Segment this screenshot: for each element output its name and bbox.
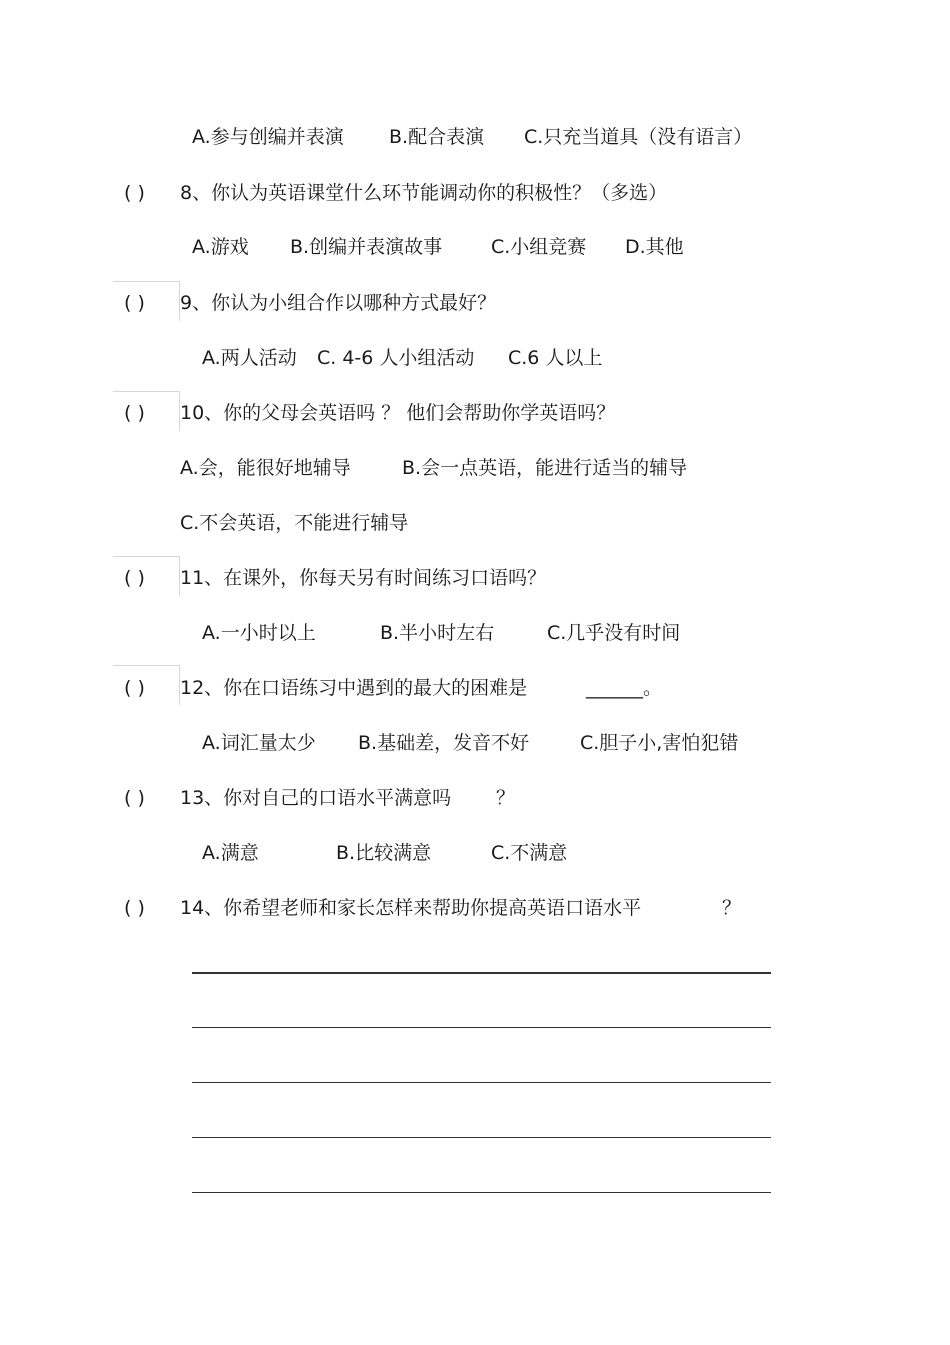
q8-text: 8、你认为英语课堂什么环节能调动你的积极性？（多选）	[180, 182, 668, 204]
q12-answer-paren[interactable]: ( )	[124, 677, 145, 699]
q7-option-a: A.参与创编并表演	[192, 126, 344, 148]
q7-option-c: C.只充当道具（没有语言）	[524, 126, 753, 148]
q11-text: 11、在课外，你每天另有时间练习口语吗？	[180, 567, 547, 589]
q13-text: 13、你对自己的口语水平满意吗	[180, 787, 452, 809]
q10-option-b: B.会一点英语，能进行适当的辅导	[402, 457, 688, 479]
q12-box-top	[113, 665, 179, 666]
q8-option-a: A.游戏	[192, 236, 249, 258]
q8-option-d: D.其他	[625, 236, 684, 258]
q9-box-top	[113, 281, 179, 282]
q12-option-c: C.胆子小,害怕犯错	[580, 732, 739, 754]
answer-line-4[interactable]	[192, 1137, 771, 1138]
q11-option-c: C.几乎没有时间	[547, 622, 681, 644]
answer-line-2[interactable]	[192, 1027, 771, 1028]
q9-option-a: A.两人活动	[202, 347, 297, 369]
q9-text: 9、你认为小组合作以哪种方式最好？	[180, 292, 497, 314]
answer-line-5[interactable]	[192, 1192, 771, 1193]
q12-blank[interactable]: ______。	[586, 677, 663, 699]
answer-line-3[interactable]	[192, 1082, 771, 1083]
q10-option-c: C.不会英语，不能进行辅导	[180, 512, 409, 534]
q14-text: 14、你希望老师和家长怎样来帮助你提高英语口语水平	[180, 897, 642, 919]
q8-option-c: C.小组竞赛	[491, 236, 587, 258]
q13-question-mark: ？	[496, 787, 516, 809]
q9-answer-paren[interactable]: ( )	[124, 292, 145, 314]
q13-option-b: B.比较满意	[336, 842, 432, 864]
q12-text: 12、你在口语练习中遇到的最大的困难是	[180, 677, 528, 699]
q11-box-top	[113, 556, 179, 557]
q10-option-a: A.会，能很好地辅导	[180, 457, 351, 479]
q11-answer-paren[interactable]: ( )	[124, 567, 145, 589]
q13-option-a: A.满意	[202, 842, 259, 864]
q9-option-c2: C.6 人以上	[508, 347, 603, 369]
q8-answer-paren[interactable]: ( )	[124, 182, 145, 204]
q14-question-mark: ？	[722, 897, 742, 919]
answer-line-1[interactable]	[192, 972, 771, 974]
q12-option-b: B.基础差，发音不好	[358, 732, 530, 754]
q8-option-b: B.创编并表演故事	[290, 236, 443, 258]
q12-option-a: A.词汇量太少	[202, 732, 316, 754]
q13-option-c: C.不满意	[491, 842, 568, 864]
q14-answer-paren[interactable]: ( )	[124, 897, 145, 919]
q10-box-top	[113, 391, 179, 392]
q10-answer-paren[interactable]: ( )	[124, 402, 145, 424]
q13-answer-paren[interactable]: ( )	[124, 787, 145, 809]
q11-option-b: B.半小时左右	[380, 622, 495, 644]
q7-option-b: B.配合表演	[389, 126, 485, 148]
q9-option-c1: C. 4-6 人小组活动	[317, 347, 475, 369]
q11-option-a: A.一小时以上	[202, 622, 316, 644]
q10-text: 10、你的父母会英语吗 ？ 他们会帮助你学英语吗？	[180, 402, 616, 424]
